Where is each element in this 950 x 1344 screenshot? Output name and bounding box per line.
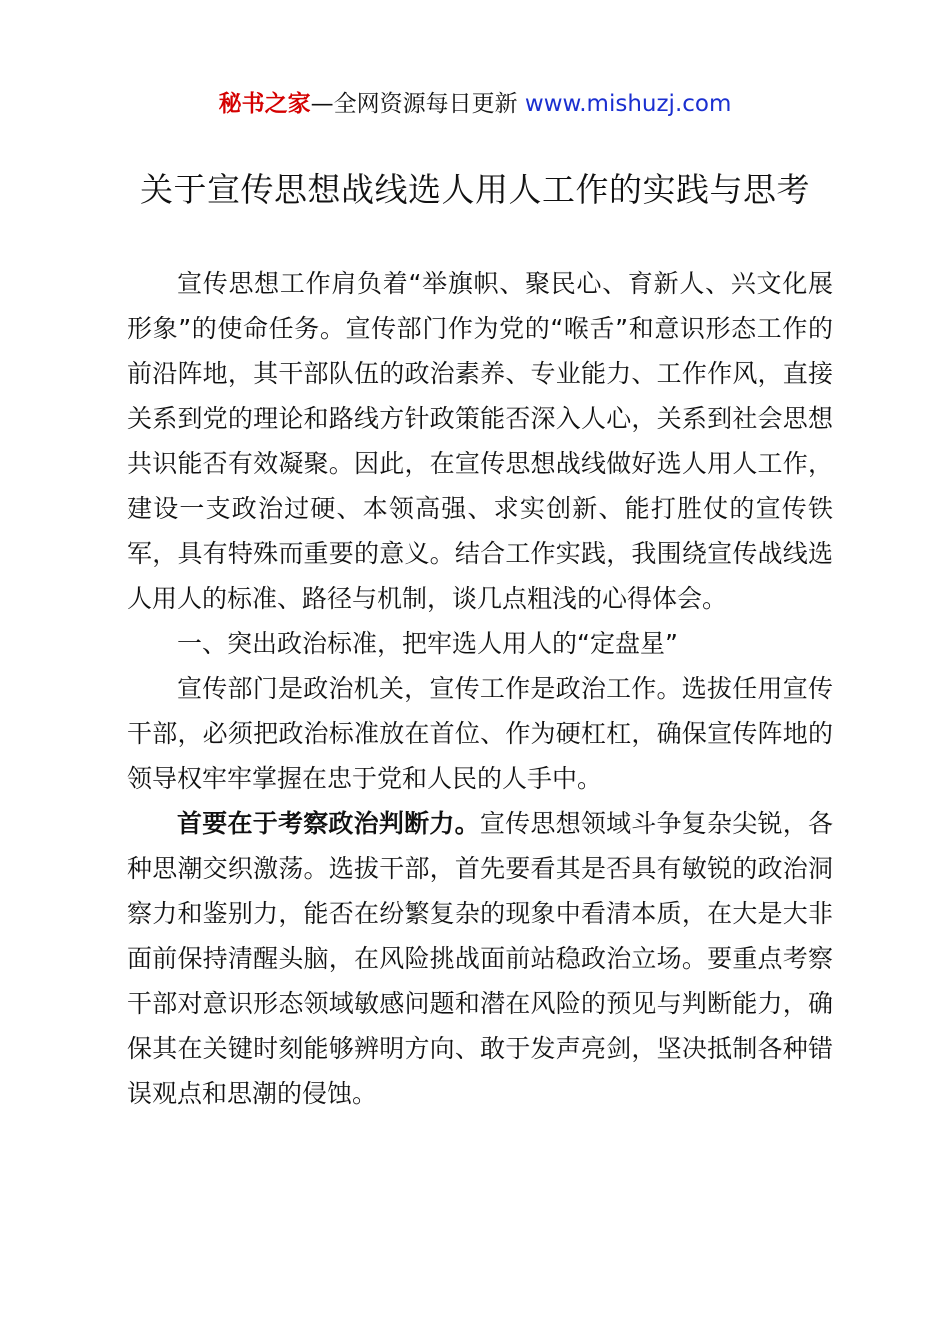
paragraph-bold-lead: 首要在于考察政治判断力。 <box>177 809 480 838</box>
document-title: 关于宣传思想战线选人用人工作的实践与思考 <box>140 170 810 209</box>
paragraph-text: 一、突出政治标准，把牢选人用人的“定盘星” <box>177 629 678 658</box>
paragraph <box>127 801 833 1116</box>
paragraph-text: 宣传思想工作肩负着“举旗帜、聚民心、育新人、兴文化展形象”的使命任务。宣传部门作为党的“喉舌”和意识形态工作的前沿阵地，其干部队伍的政治素养、专业能力、工作作风，直接关系到党的理论和路线方针政策能否深入人心，关系到社会思想共识能否有效凝聚。因此，在宣传思想战线做好选人用人工作，建设一支政治过硬、本领高强、求实创新、能打胜仗的宣传铁军，具有特殊而重要的意义。结合工作实践，我围绕宣传战线选人用人的标准、路径与机制，谈几点粗浅的心得体会。 <box>127 269 833 613</box>
paragraph <box>127 261 833 621</box>
section-heading <box>127 621 833 666</box>
header-url[interactable]: www.mishuzj.com <box>524 91 732 117</box>
document-body <box>127 261 833 1116</box>
paragraph-text: 宣传思想领域斗争复杂尖锐，各种思潮交织激荡。选拔干部，首先要看其是否具有敏锐的政治洞察力和鉴别力，能否在纷繁复杂的现象中看清本质，在大是大非面前保持清醒头脑，在风险挑战面前站稳政治立场。要重点考察干部对意识形态领域敏感问题和潜在风险的预见与判断能力，确保其在关键时刻能够辨明方向、敢于发声亮剑，坚决抵制各种错误观点和思潮的侵蚀。 <box>127 809 833 1108</box>
paragraph-text: 宣传部门是政治机关，宣传工作是政治工作。选拔任用宣传干部，必须把政治标准放在首位、作为硬杠杠，确保宣传阵地的领导权牢牢掌握在忠于党和人民的人手中。 <box>127 674 833 793</box>
paragraph <box>127 666 833 801</box>
header-tagline: —全网资源每日更新 <box>310 91 525 117</box>
page-header <box>0 86 950 122</box>
brand-name: 秘书之家 <box>218 91 311 117</box>
